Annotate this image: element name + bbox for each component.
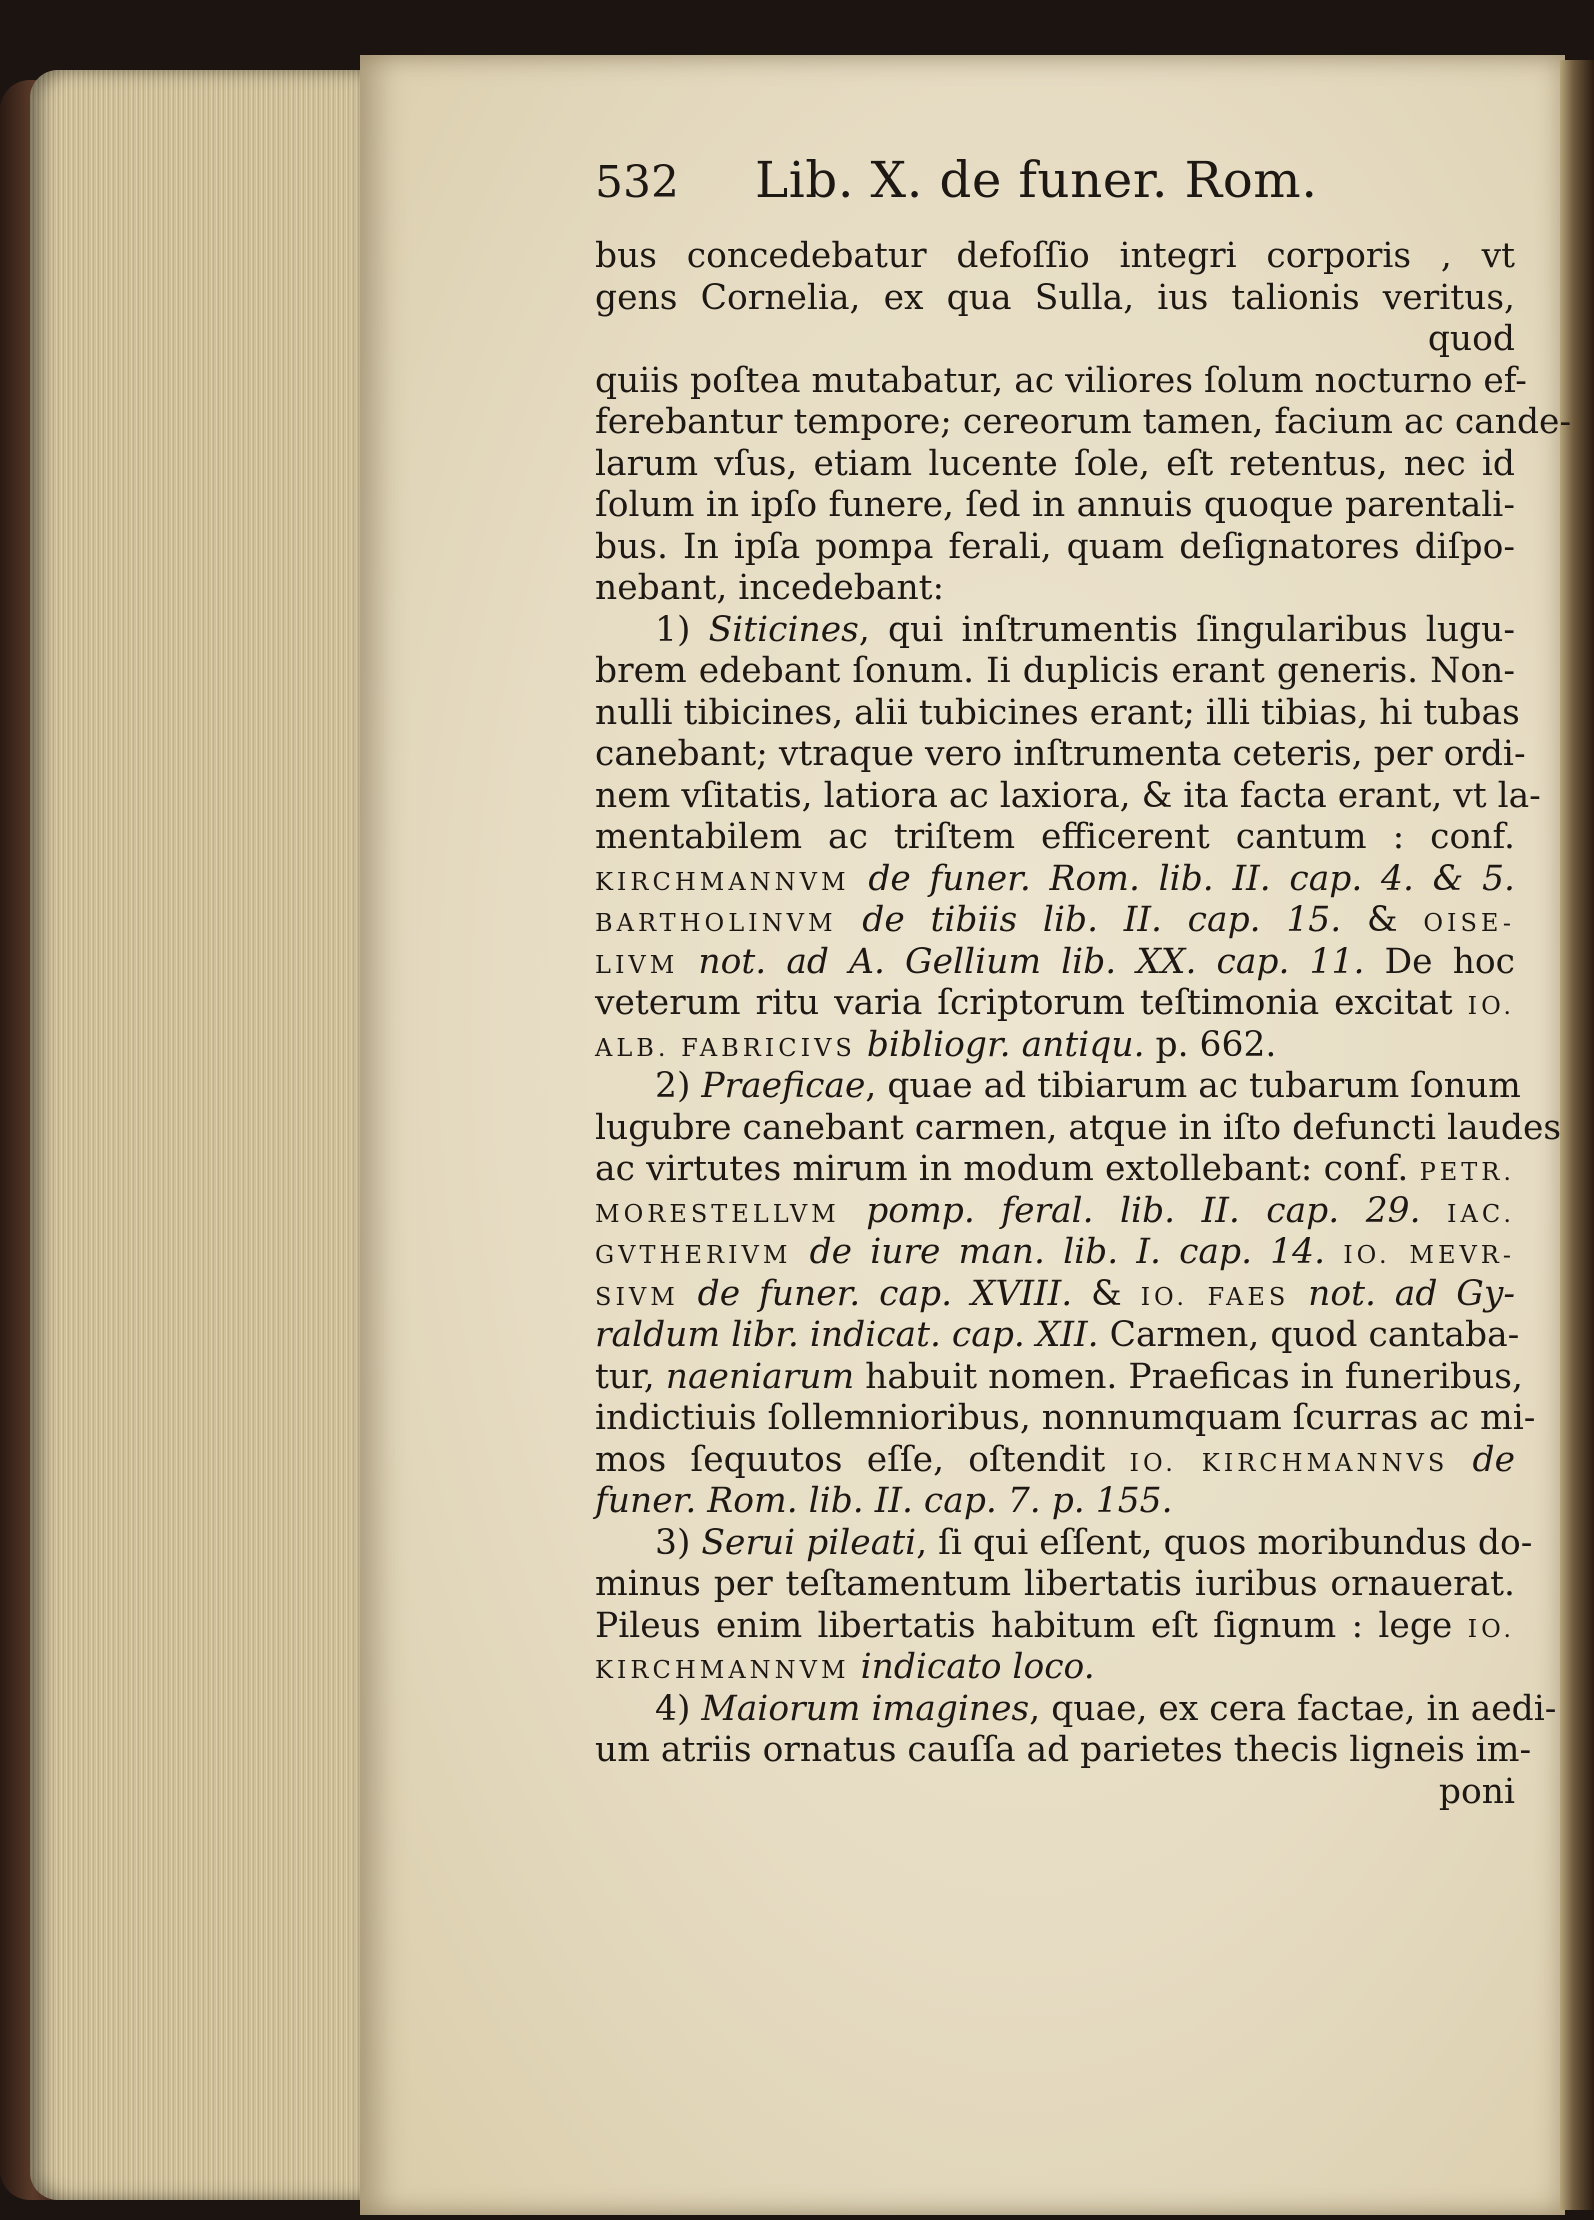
author-name: LIVM: [595, 950, 679, 979]
text-line: [595, 402, 1572, 444]
text-line: [595, 444, 1515, 486]
text-run: ac virtutes mirum in modum extollebant: conf.: [595, 1149, 1420, 1189]
text-line: [595, 1481, 1515, 1523]
text-run: nebant, incedebant:: [595, 568, 945, 608]
text-run: 2): [655, 1066, 702, 1106]
text-line: [595, 942, 1515, 984]
text-run: p. 662.: [1144, 1024, 1277, 1065]
text-run: gens Cornelia, ex qua Sulla, ius talionis veritus,: [595, 277, 1515, 318]
text-line: [595, 360, 1527, 403]
text-run: [679, 1274, 698, 1314]
text-run: Pileus enim libertatis habitum eſt ſignum : lege: [595, 1605, 1468, 1646]
text-run: nulli tibicines, alii tubicines erant; illi tibias, hi tubas: [595, 692, 1520, 733]
italic-text: de tibiis lib. II. cap. 15.: [862, 900, 1342, 940]
text-line: [595, 485, 1515, 527]
italic-text: raldum libr. indicat. cap. XII.: [595, 1315, 1099, 1355]
text-line: [595, 1191, 1515, 1233]
text-line: [595, 734, 1526, 776]
text-run: , qui inſtrumentis ſingularibus lugu-: [858, 609, 1515, 650]
page-header: [595, 150, 1515, 222]
running-title: Lib. X. de funer. Rom.: [755, 151, 1318, 209]
text-run: um atriis ornatus cauſſa ad parietes thecis ligneis im-: [595, 1730, 1532, 1770]
italic-text: Siticines: [708, 609, 859, 650]
text-line: [595, 651, 1515, 693]
text-run: [1421, 1191, 1447, 1231]
text-line: [595, 900, 1515, 942]
text-run: 4): [655, 1688, 702, 1729]
text-line: [595, 1025, 1515, 1067]
text-run: De hoc: [1364, 941, 1516, 982]
text-line: [595, 817, 1515, 859]
text-line: [595, 1274, 1515, 1316]
italic-text: de iure man. lib. I. cap. 14.: [809, 1232, 1326, 1272]
text-run: [837, 900, 863, 940]
italic-text: de funer. Rom. lib. II. cap. 4. & 5.: [868, 858, 1515, 899]
author-name: OISE-: [1423, 909, 1515, 937]
text-run: ſolum in ipſo funere, ſed in annuis quoque parentali-: [595, 485, 1515, 525]
italic-text: not. ad Gy-: [1308, 1273, 1515, 1314]
text-run: mentabilem ac triſtem efficerent cantum : conf.: [595, 817, 1515, 857]
author-name: KIRCHMANNVM: [595, 1656, 850, 1684]
right-cover-edge: [1560, 60, 1594, 2210]
text-run: [850, 859, 869, 899]
author-name: IO. KIRCHMANNVS: [1129, 1448, 1449, 1477]
text-line: [595, 692, 1520, 735]
text-line: [595, 859, 1515, 901]
italic-text: funer. Rom. lib. II. cap. 7. p. 155.: [595, 1481, 1173, 1521]
author-name: IO. MEVR-: [1343, 1241, 1515, 1269]
text-line: [595, 1647, 1515, 1689]
text-run: ferebantur tempore; cereorum tamen, facium ac cande-: [595, 402, 1572, 442]
text-run: , quae ad tibiarum ac tubarum ſonum: [865, 1066, 1521, 1106]
text-run: [1325, 1232, 1343, 1272]
text-line: [595, 610, 1515, 652]
text-line: [595, 1232, 1515, 1274]
text-line: [595, 236, 1515, 278]
author-name: IAC.: [1447, 1199, 1515, 1228]
text-line: [595, 1315, 1520, 1357]
italic-text: Serui pileati: [701, 1522, 917, 1563]
text-line: [595, 983, 1515, 1025]
text-run: veterum ritu varia ſcriptorum teſtimonia excitat: [595, 983, 1468, 1023]
text-line: [595, 278, 1515, 320]
text-run: quiis poſtea mutabatur, ac viliores ſolum nocturno ef-: [595, 360, 1527, 401]
italic-text: de funer. cap. XVIII.: [697, 1273, 1073, 1314]
author-name: BARTHOLINVM: [595, 909, 837, 937]
italic-text: bibliogr. antiqu.: [866, 1024, 1145, 1065]
italic-text: pomp. feral. lib. II. cap. 29.: [866, 1190, 1421, 1231]
italic-text: indicato loco.: [860, 1647, 1095, 1687]
text-run: minus per teſtamentum libertatis iuribus ornauerat.: [595, 1564, 1515, 1604]
text-run: indictiuis ſollemnioribus, nonnumquam ſcurras ac mi-: [595, 1398, 1536, 1438]
text-line: [595, 1606, 1515, 1648]
text-run: habuit nomen. Praeficas in funeribus,: [854, 1356, 1523, 1397]
author-name: ALB. FABRICIVS: [595, 1033, 856, 1062]
author-name: GVTHERIVM: [595, 1241, 792, 1269]
text-run: [856, 1025, 867, 1065]
italic-text: de: [1472, 1439, 1516, 1480]
author-name: IO. FAES: [1140, 1282, 1290, 1311]
text-line: [595, 1564, 1515, 1606]
italic-text: Maiorum imagines: [701, 1688, 1030, 1729]
text-run: &: [1341, 900, 1424, 940]
author-name: IO.: [1467, 1614, 1515, 1643]
text-run: [1448, 1440, 1472, 1480]
text-line: [595, 1356, 1523, 1399]
text-run: tur,: [595, 1356, 666, 1397]
page-text: [595, 150, 1572, 1813]
text-run: 3): [655, 1522, 702, 1563]
author-name: SIVM: [595, 1282, 679, 1311]
text-line: [595, 319, 1515, 361]
text-line: [595, 1688, 1557, 1731]
text-run: nem vſitatis, latiora ac laxiora, & ita facta erant, vt la-: [595, 775, 1541, 816]
body-text: [595, 236, 1572, 1813]
text-line: [595, 1398, 1536, 1440]
text-run: [850, 1647, 861, 1687]
text-run: [840, 1191, 866, 1231]
text-run: canebant; vtraque vero inſtrumenta ceteris, per ordi-: [595, 734, 1526, 774]
text-run: Carmen, quod cantaba-: [1098, 1315, 1520, 1355]
text-run: bus. In ipſa pompa ferali, quam deſignatores diſpo-: [595, 526, 1515, 567]
text-line: [595, 1772, 1515, 1814]
text-run: mos ſequutos eſſe, oſtendit: [595, 1439, 1130, 1480]
italic-text: naeniarum: [665, 1356, 855, 1397]
text-line: [595, 568, 1515, 610]
text-run: larum vſus, etiam lucente ſole, eſt retentus, nec id: [595, 443, 1515, 484]
text-line: [595, 1522, 1533, 1565]
author-name: KIRCHMANNVM: [595, 867, 850, 896]
text-line: [595, 527, 1515, 569]
author-name: MORESTELLVM: [595, 1199, 840, 1228]
text-line: [595, 1440, 1515, 1482]
page-number: 532: [595, 157, 679, 208]
italic-text: not. ad A. Gellium lib. XX. cap. 11.: [698, 941, 1365, 982]
author-name: PETR.: [1419, 1158, 1515, 1186]
page-edges: [30, 70, 360, 2200]
italic-text: Praeficae: [701, 1066, 866, 1106]
text-run: poni: [1438, 1771, 1515, 1812]
text-run: 1): [655, 609, 709, 650]
text-line: [595, 1107, 1562, 1150]
text-run: brem edebant ſonum. Ii duplicis erant generis. Non-: [595, 651, 1515, 691]
text-line: [595, 1149, 1515, 1191]
text-run: [791, 1232, 809, 1272]
text-run: &: [1072, 1273, 1141, 1314]
text-line: [595, 1730, 1532, 1772]
text-run: , quae, ex cera factae, in aedi-: [1029, 1688, 1557, 1729]
text-run: [678, 942, 698, 982]
text-run: lugubre canebant carmen, atque in iſto defuncti laudes: [595, 1107, 1562, 1148]
text-run: [1289, 1274, 1308, 1314]
author-name: IO.: [1467, 992, 1515, 1020]
text-run: bus concedebatur defoſſio integri corporis , vt: [595, 236, 1515, 276]
text-run: , ſi qui eſſent, quos moribundus do-: [916, 1522, 1533, 1563]
text-run: quod: [1427, 319, 1515, 359]
text-line: [595, 775, 1541, 818]
text-line: [595, 1066, 1521, 1108]
